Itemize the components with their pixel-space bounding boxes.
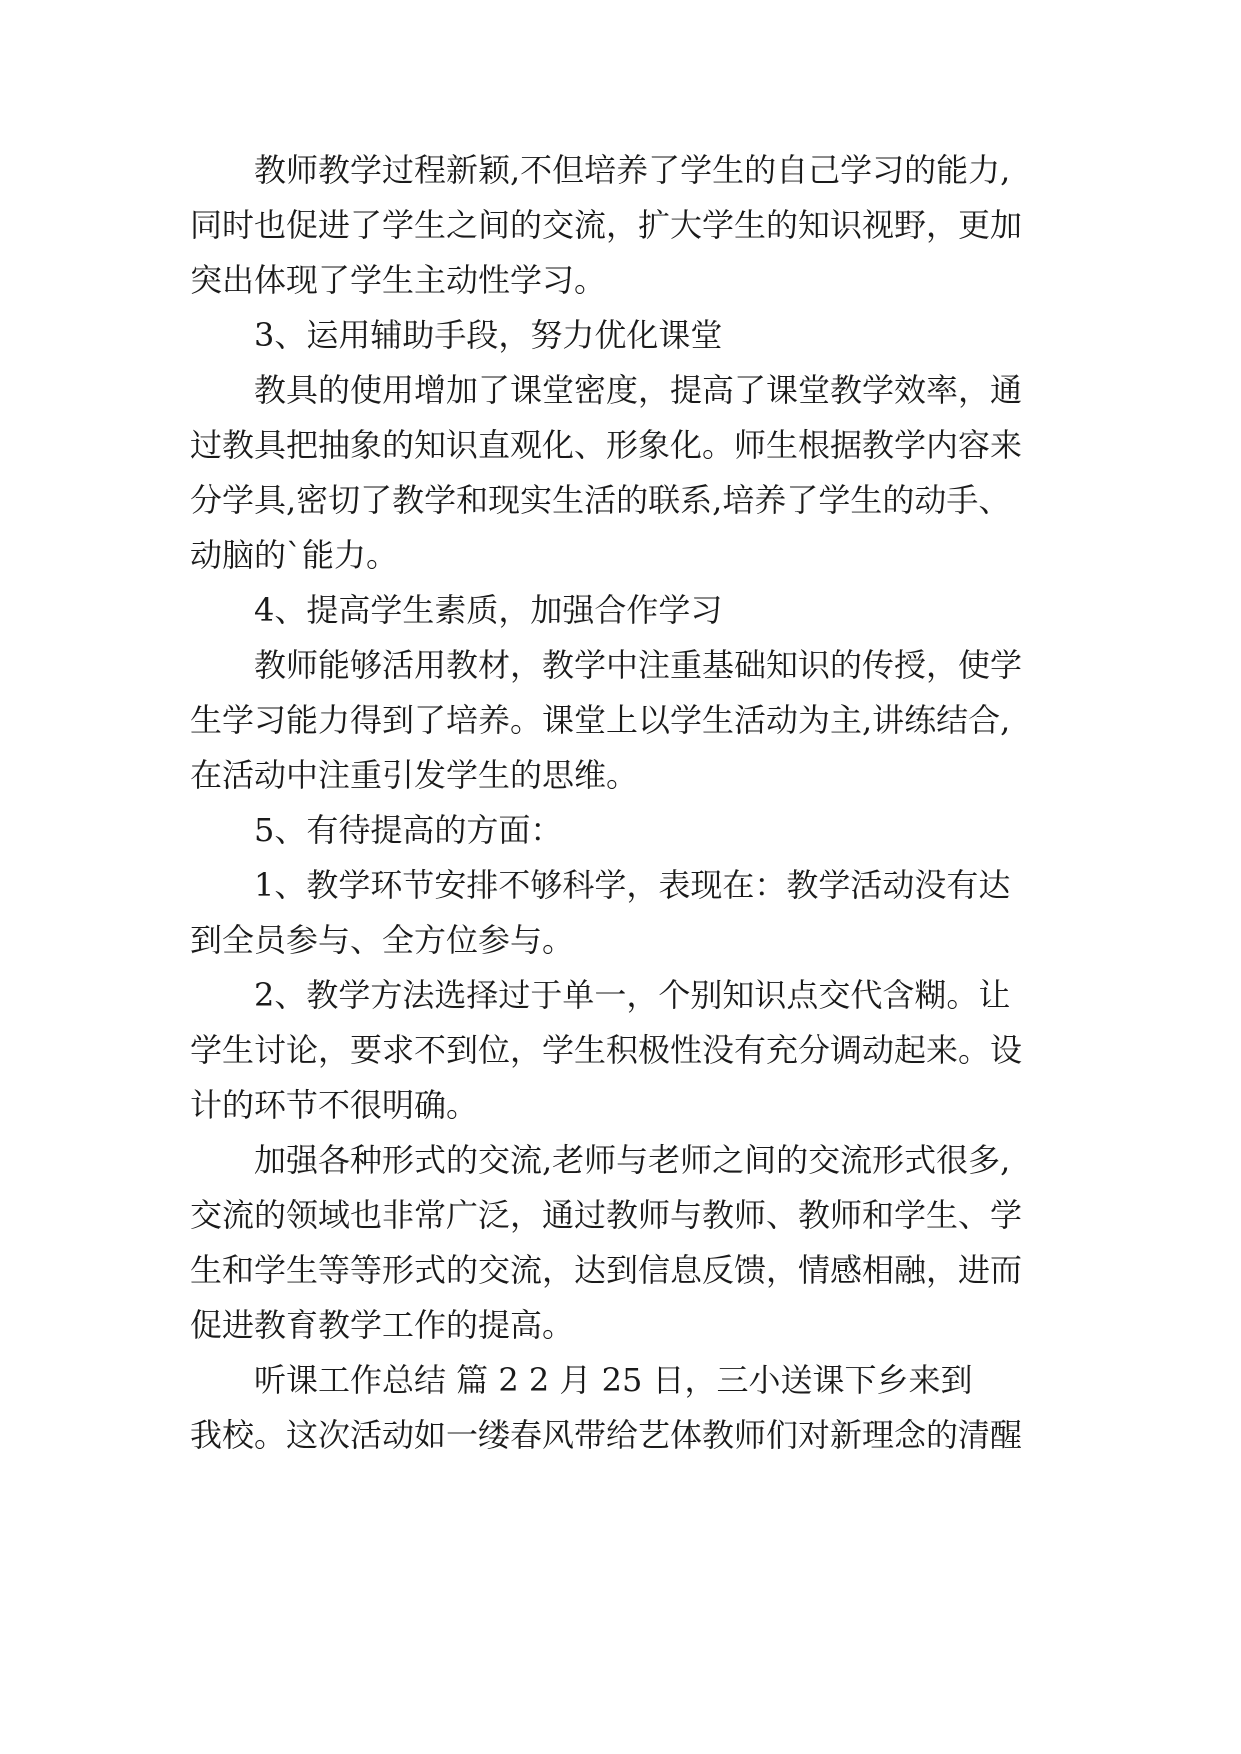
paragraph-line: 分学具,密切了教学和现实生活的联系,培养了学生的动手、 [190,481,1011,519]
paragraph-line: 同时也促进了学生之间的交流，扩大学生的知识视野，更加 [190,206,1023,244]
list-item-line: 2、教学方法选择过于单一，个别知识点交代含糊。让 [254,976,1011,1014]
paragraph-line: 促进教育教学工作的提高。 [190,1306,575,1344]
paragraph-line: 教师教学过程新颖,不但培养了学生的自己学习的能力, [254,151,1011,189]
list-item-line: 学生讨论，要求不到位，学生积极性没有充分调动起来。设 [190,1031,1023,1069]
paragraph-line: 教师能够活用教材，教学中注重基础知识的传授，使学 [254,646,1023,684]
paragraph-line: 过教具把抽象的知识直观化、形象化。师生根据教学内容来 [190,426,1023,464]
list-item-line: 计的环节不很明确。 [190,1086,479,1124]
paragraph-line: 动脑的`能力。 [190,536,399,574]
section-heading: 3、运用辅助手段，努力优化课堂 [254,316,723,354]
list-item-line: 1、教学环节安排不够科学，表现在：教学活动没有达 [254,866,1011,904]
paragraph-line: 在活动中注重引发学生的思维。 [190,756,639,794]
section-heading: 4、提高学生素质，加强合作学习 [254,591,723,629]
paragraph-line: 听课工作总结 篇 2 2 月 25 日，三小送课下乡来到 [254,1361,973,1399]
paragraph-line: 我校。这次活动如一缕春风带给艺体教师们对新理念的清醒 [190,1416,1023,1454]
paragraph-line: 生和学生等等形式的交流，达到信息反馈，情感相融，进而 [190,1251,1023,1289]
section-heading: 5、有待提高的方面： [254,811,563,849]
paragraph-line: 加强各种形式的交流,老师与老师之间的交流形式很多, [254,1141,1011,1179]
list-item-line: 到全员参与、全方位参与。 [190,921,575,959]
paragraph-line: 生学习能力得到了培养。课堂上以学生活动为主,讲练结合, [190,701,1011,739]
paragraph-line: 交流的领域也非常广泛，通过教师与教师、教师和学生、学 [190,1196,1023,1234]
paragraph-line: 教具的使用增加了课堂密度，提高了课堂教学效率，通 [254,371,1023,409]
paragraph-line: 突出体现了学生主动性学习。 [190,261,607,299]
document-page [190,0,1070,1754]
